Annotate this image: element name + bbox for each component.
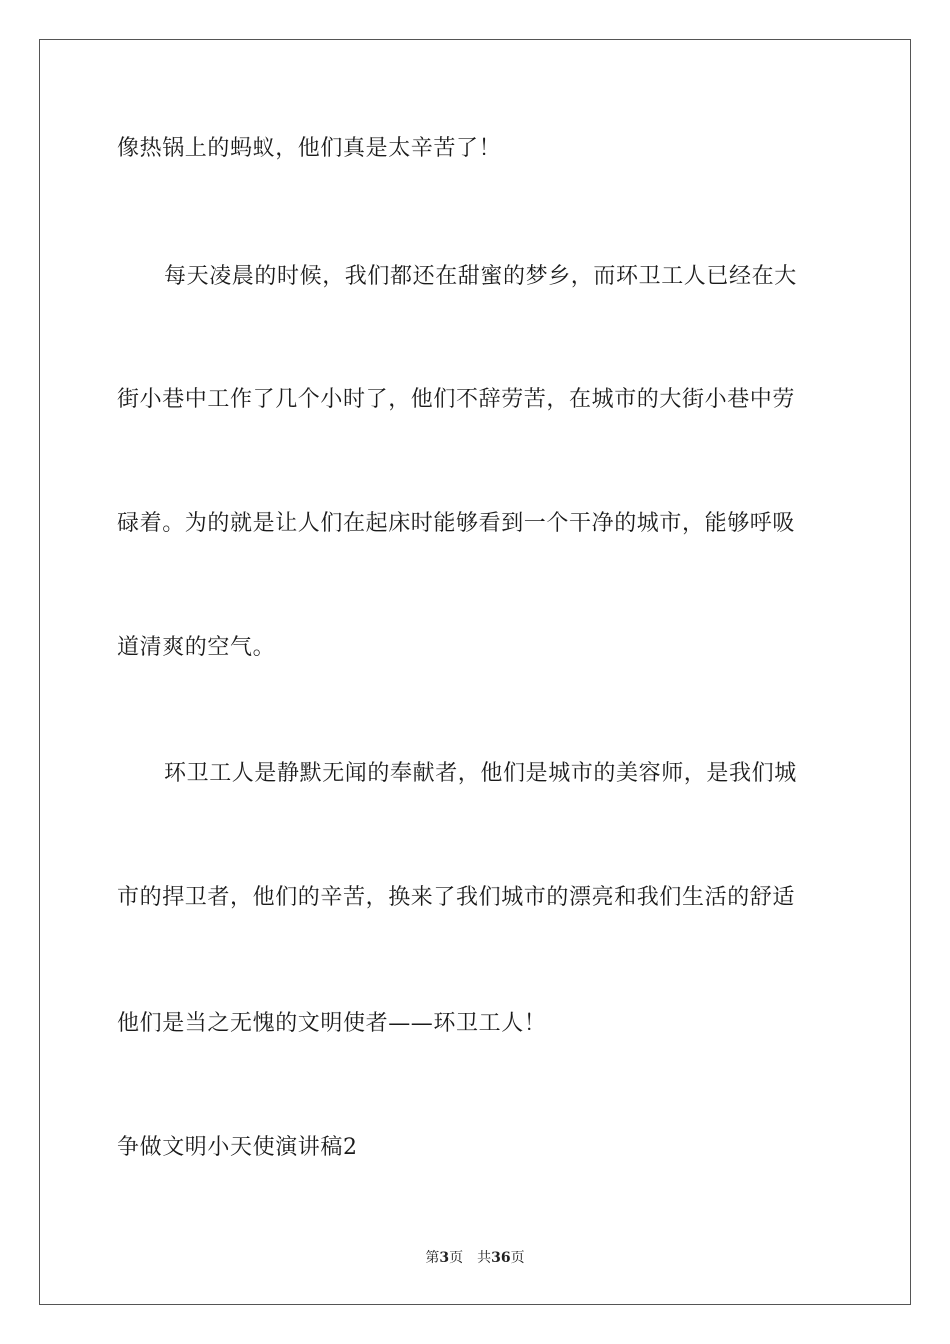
text-line-8: 他们是当之无愧的文明使者——环卫工人！ [117, 1011, 547, 1036]
page-frame [39, 39, 911, 1305]
text-line-7: 市的捍卫者，他们的辛苦，换来了我们城市的漂亮和我们生活的舒适 [117, 885, 796, 910]
total-pages: 36 [491, 1250, 511, 1266]
text-line-5: 道清爽的空气。 [117, 635, 276, 660]
page-prefix: 第 [425, 1250, 440, 1266]
text-line-1: 像热锅上的蚂蚁，他们真是太辛苦了！ [117, 136, 502, 161]
text-line-6: 环卫工人是静默无闻的奉献者，他们是城市的美容师，是我们城 [164, 761, 797, 786]
total-prefix: 共 [477, 1250, 492, 1266]
total-suffix: 页 [510, 1250, 525, 1266]
section-heading: 争做文明小天使演讲稿2 [117, 1135, 358, 1160]
text-line-2: 每天凌晨的时候，我们都还在甜蜜的梦乡，而环卫工人已经在大 [164, 264, 797, 289]
text-line-4: 碌着。为的就是让人们在起床时能够看到一个干净的城市，能够呼吸 [117, 511, 796, 536]
page-footer [0, 1248, 950, 1268]
text-line-3: 街小巷中工作了几个小时了，他们不辞劳苦，在城市的大街小巷中劳 [117, 387, 796, 412]
page-suffix: 页 [449, 1250, 464, 1266]
page-number: 3 [439, 1250, 450, 1266]
